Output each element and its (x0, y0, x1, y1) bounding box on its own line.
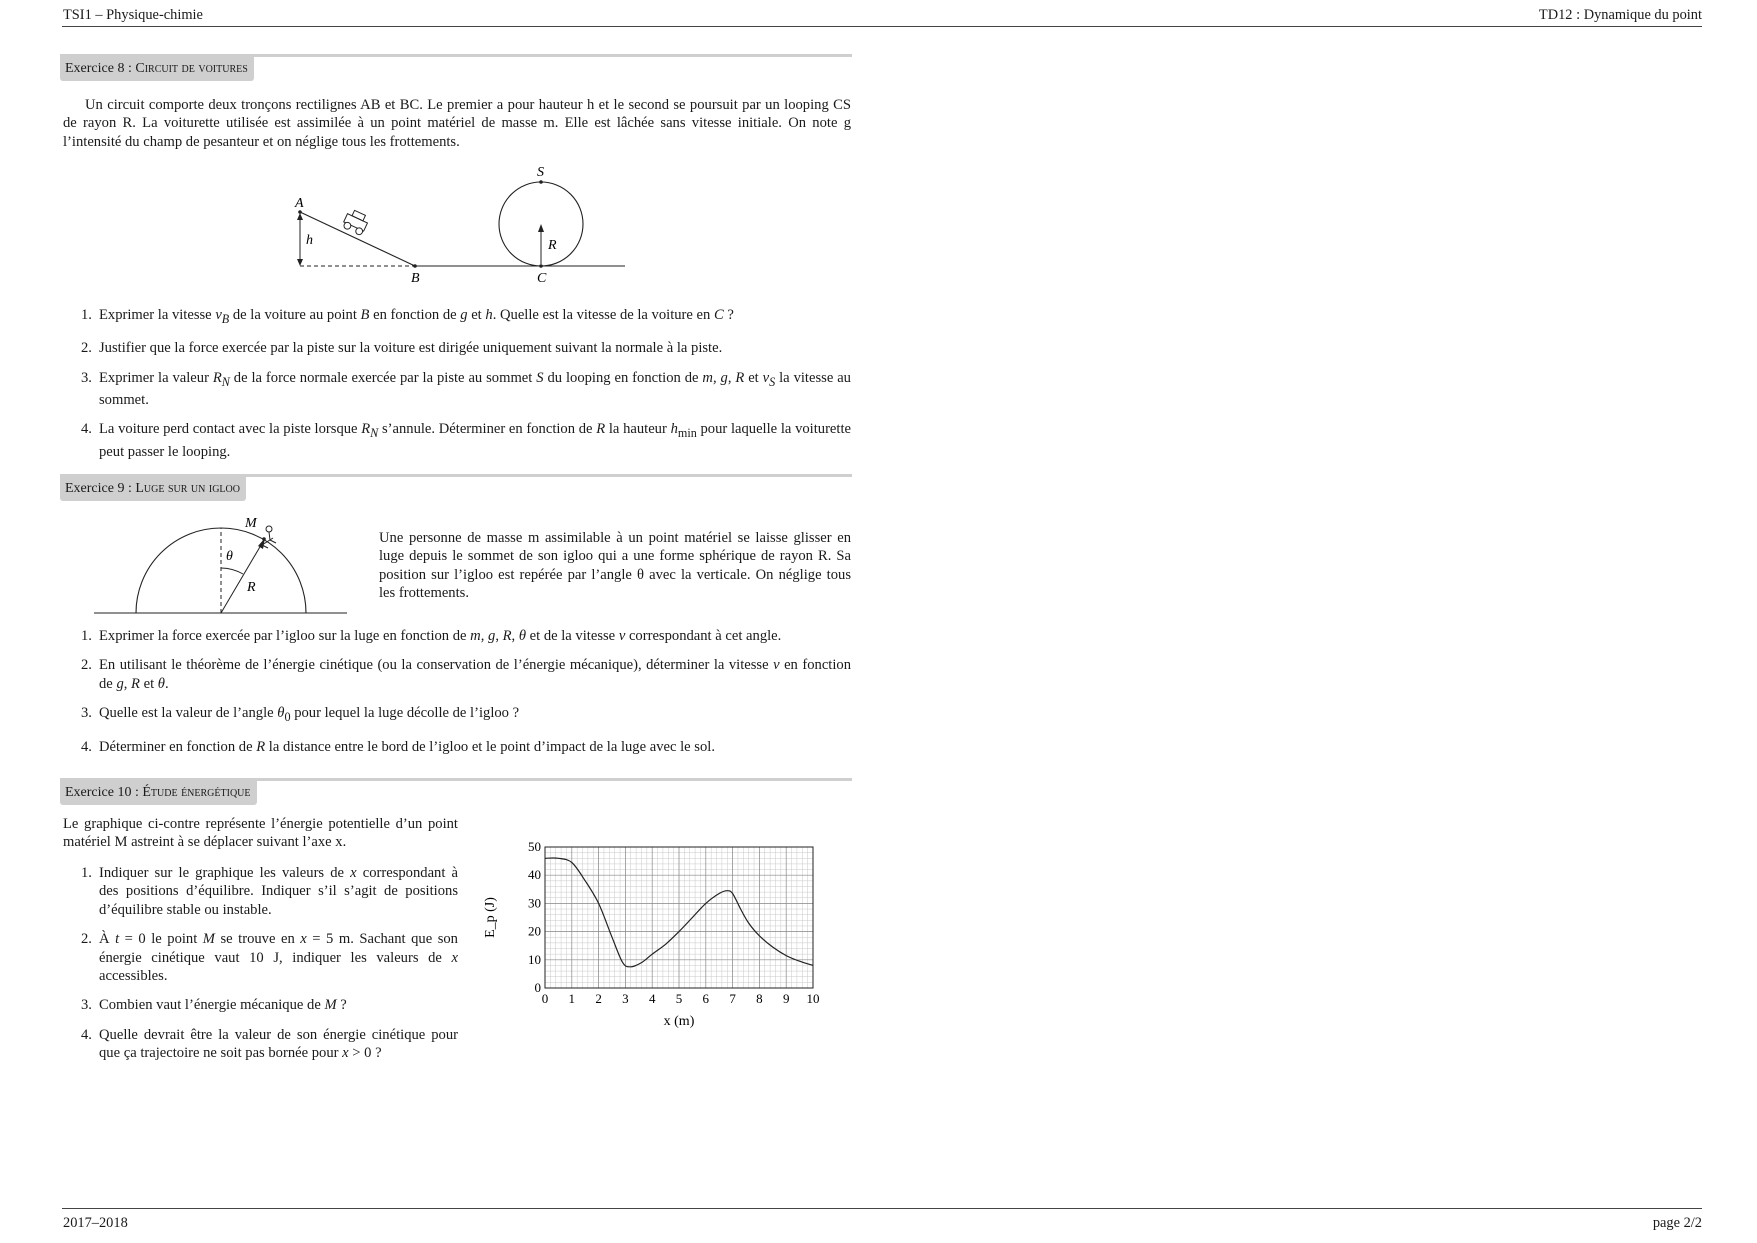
label-b: B (411, 271, 420, 286)
ex9-question: 2. En utilisant le théorème de l’énergie cinétique (ou la conservation de l’énergie mécanique), déterminer la vitesse v en fonction de g, R et θ. (81, 657, 851, 692)
footer-left: 2017–2018 (63, 1215, 128, 1231)
ex9-title-name: Luge sur un igloo (135, 481, 240, 496)
footer-rule (62, 1208, 1702, 1209)
ex9-title-prefix: Exercice 9 : (65, 481, 136, 496)
ex8-question: 3. Exprimer la valeur $R_N$ de la force normale exercée par la piste au sommet S du looping en fonction de m, g, R et $v_S$ la vitesse au sommet. (81, 369, 851, 409)
header-rule (62, 26, 1702, 27)
ex9-title (60, 477, 246, 501)
label-s: S (537, 165, 544, 180)
y-tick-label: 50 (528, 839, 541, 854)
ex9-questions (63, 627, 851, 767)
x-axis-label: x (m) (663, 1014, 695, 1029)
x-tick-label: 4 (648, 991, 656, 1006)
x-tick-label: 6 (702, 991, 710, 1006)
y-tick-label: 0 (534, 980, 541, 995)
label-r: R (247, 580, 256, 595)
ex10-intro: Le graphique ci-contre représente l’énergie potentielle d’un point matériel M astreint à se déplacer suivant l’axe x. (63, 816, 458, 851)
height-arrow-bottom (297, 259, 303, 266)
point-s (539, 180, 543, 184)
label-r: R (548, 238, 557, 253)
sled-person-icon (262, 526, 276, 548)
theta-arc (221, 568, 243, 574)
point-b (413, 264, 417, 268)
label-a: A (295, 196, 304, 211)
header-left: TSI1 – Physique-chimie (63, 7, 203, 23)
y-tick-label: 40 (528, 867, 541, 883)
height-arrow-top (297, 213, 303, 220)
x-tick-labels (542, 991, 820, 1006)
footer-right: page 2/2 (1652, 1215, 1702, 1231)
y-tick-label: 30 (528, 895, 541, 911)
label-m: M (245, 516, 257, 531)
x-tick-label: 1 (568, 991, 576, 1006)
label-c: C (537, 271, 547, 286)
ex8-question: 1. Exprimer la vitesse $v_B$ de la voiture au point B en fonction de g et h. Quelle est la vitesse de la voiture en C ? (81, 307, 734, 326)
ex10-title-prefix: Exercice 10 : (65, 785, 143, 800)
radius-arrowhead (538, 224, 544, 232)
ex10-title-name: Étude énergétique (142, 785, 251, 800)
y-tick-label: 10 (528, 951, 541, 967)
point-m (262, 537, 266, 541)
ep-chart (480, 835, 830, 1040)
ex8-figure (285, 160, 630, 288)
ex8-intro: Un circuit comporte deux tronçons rectilignes AB et BC. Le premier a pour hauteur h et le second se poursuit par un looping CS de rayon R. La voiturette utilisée est assimilée à un point matériel de masse m. Elle est lâchée sans vitesse initiale. On note g l’intensité du champ de pesanteur et on néglige tous les frottements. (63, 97, 851, 150)
x-tick-label: 0 (541, 991, 549, 1006)
ex10-question: 2. À t = 0 le point M se trouve en x = 5 m. Sachant que son énergie cinétique vaut 10 J, indiquer les valeurs de x accessibles. (81, 931, 458, 985)
ex8-question: 2. Justifier que la force exercée par la piste sur la voiture est dirigée uniquement suivant la normale à la piste. (81, 340, 723, 357)
x-tick-label: 10 (806, 991, 820, 1006)
ex8-title-prefix: Exercice 8 : (65, 61, 136, 76)
x-tick-label: 5 (675, 991, 683, 1006)
x-tick-label: 7 (729, 991, 736, 1006)
label-theta: θ (226, 549, 233, 564)
ex10-question: 3. Combien vaut l’énergie mécanique de M ? (81, 997, 347, 1014)
ex10-title (60, 781, 257, 805)
point-c (539, 264, 543, 268)
ramp-ab (300, 212, 415, 266)
ex10-question: 1. Indiquer sur le graphique les valeurs de x correspondant à des positions d’équilibre. Indiquer s’il s’agit de positions d’équilibre stable ou instable. (81, 865, 458, 918)
ex9-question: 4. Déterminer en fonction de R la distance entre le bord de l’igloo et le point d’impact de la luge avec le sol. (81, 738, 715, 755)
y-tick-labels (528, 839, 541, 995)
x-tick-label: 3 (622, 991, 629, 1006)
y-axis-label: E_p (J) (483, 897, 498, 938)
y-tick-label: 20 (528, 923, 541, 939)
label-h: h (306, 233, 313, 248)
ex9-intro: Une personne de masse m assimilable à un point matériel se laisse glisser en luge depuis le sommet de son igloo qui a une forme sphérique de rayon R. Sa position sur l’igloo est repérée par l’angle θ avec la verticale. On néglige tous les frottements. (379, 530, 851, 602)
ex8-title (60, 57, 254, 81)
ex8-title-name: Circuit de voitures (135, 61, 248, 76)
ex10-question: 4. Quelle devrait être la valeur de son énergie cinétique pour que ça trajectoire ne soit pas bornée pour x > 0 ? (81, 1026, 458, 1062)
ex8-question: 4. La voiture perd contact avec la piste lorsque $R_N$ s’annule. Déterminer en fonction de R la hauteur $h_{min}$ pour laquelle la voiturette peut passer le looping. (81, 421, 851, 460)
chart-grid-major (545, 847, 813, 988)
x-tick-label: 8 (756, 991, 763, 1006)
x-tick-label: 9 (782, 991, 790, 1006)
ex9-question: 1. Exprimer la force exercée par l’igloo sur la luge en fonction de m, g, R, θ et de la vitesse v correspondant à cet angle. (81, 628, 782, 644)
ex10-questions (63, 864, 458, 1074)
header-right: TD12 : Dynamique du point (1538, 7, 1702, 23)
ex9-question: 3. Quelle est la valeur de l’angle $\theta_0$ pour lequel la luge décolle de l’igloo ? (81, 705, 520, 725)
ex8-questions (63, 306, 851, 472)
ex9-figure (92, 512, 352, 617)
car-icon (341, 208, 370, 236)
x-tick-label: 2 (595, 991, 602, 1006)
